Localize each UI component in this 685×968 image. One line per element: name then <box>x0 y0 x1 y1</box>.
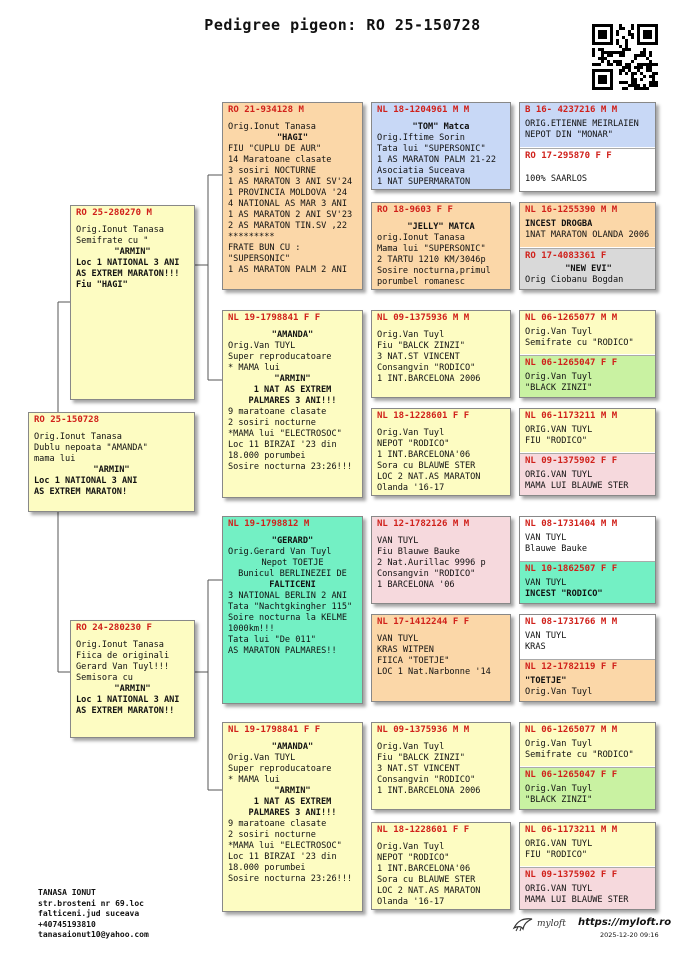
gen4-card[interactable] <box>520 767 656 810</box>
gen3-card[interactable] <box>371 822 511 910</box>
pigeon-line: Loc 11 BIRZAI '23 din <box>228 440 337 450</box>
gen4-pair <box>519 408 656 496</box>
gen4-card[interactable] <box>520 517 656 560</box>
pigeon-line: NEPOT DIN "MONAR" <box>525 130 613 140</box>
pigeon-line: 2 sosiri nocturne <box>228 830 316 840</box>
gen3-card[interactable] <box>371 722 511 810</box>
pigeon-line: Orig Ciobanu Bogdan <box>525 275 624 285</box>
gen4-card[interactable] <box>520 615 656 658</box>
pigeon-line: "BLACK ZINZI" <box>525 383 593 393</box>
pigeon-line: Super reproducatoare <box>228 764 332 774</box>
pigeon-line: Orig.Iftime Sorin <box>377 133 465 143</box>
dam-ring: RO 24-280230 F <box>76 623 152 633</box>
owner-city: falticeni.jud suceava <box>38 909 140 918</box>
subject-line: "ARMIN" <box>93 465 130 475</box>
ring-number: NL 09-1375902 F F <box>525 870 618 880</box>
pigeon-line: Semifrate cu "RODICO" <box>525 338 634 348</box>
granddam-paternal-card[interactable] <box>222 310 363 498</box>
ring-number: NL 09-1375936 M M <box>377 313 470 323</box>
pigeon-line: ORIG.VAN TUYL <box>525 425 593 435</box>
pigeon-line: MAMA LUI BLAUWE STER <box>525 895 629 905</box>
pigeon-line: Orig.Van Tuyl <box>377 330 445 340</box>
page-title: Pedigree pigeon: RO 25-150728 <box>204 16 481 34</box>
subject-card[interactable] <box>28 412 195 512</box>
pigeon-line: Fiu "BALCK ZINZI" <box>377 753 465 763</box>
gen4-card[interactable] <box>520 248 656 290</box>
pigeon-line: ********* <box>228 232 275 242</box>
gen4-pair <box>519 722 656 810</box>
pigeon-line: AS MARATON PALMARES!! <box>228 646 337 656</box>
pigeon-line: Orig.Ionut Tanasa <box>228 122 316 132</box>
ring-number: NL 10-1862507 F F <box>525 564 618 574</box>
pigeon-line: Orig.Van TUYL <box>228 341 296 351</box>
pigeon-line: FIU "RODICO" <box>525 436 588 446</box>
pigeon-line: * MAMA lui <box>228 775 280 785</box>
sire-line: Semifrate cu " <box>76 236 149 246</box>
owner-street: str.brosteni nr 69.loc <box>38 898 144 908</box>
gen4-pair <box>519 102 656 192</box>
pigeon-line: orig.Ionut Tanasa <box>377 233 465 243</box>
pigeon-line: 2 AS MARATON TIN.SV ,22 <box>228 221 347 231</box>
grandsire-maternal-card[interactable] <box>222 516 363 704</box>
pigeon-line: Sora cu BLAUWE STER <box>377 461 476 471</box>
pigeon-line: VAN TUYL <box>525 578 567 588</box>
ring-number: NL 18-1204961 M M <box>377 105 470 115</box>
pigeon-line: "BLACK ZINZI" <box>525 795 593 805</box>
ring-number: NL 09-1375902 F F <box>525 456 618 466</box>
pigeon-line: 1 AS MARATON PALM 21-22 <box>377 155 496 165</box>
gen3-card[interactable] <box>371 516 511 604</box>
ring-number: NL 06-1265047 F F <box>525 358 618 368</box>
owner-info <box>38 888 149 941</box>
gen3-card[interactable] <box>371 310 511 398</box>
pigeon-line: Fiu "BALCK ZINZI" <box>377 341 465 351</box>
owner-name: TANASA IONUT <box>38 888 96 897</box>
sire-line: AS EXTREM MARATON!!! <box>76 269 180 279</box>
pigeon-line: VAN TUYL <box>525 533 567 543</box>
gen4-card[interactable] <box>520 561 656 604</box>
pigeon-line: FIICA "TOETJE" <box>377 656 450 666</box>
pigeon-line: "GERARD" <box>271 536 314 546</box>
pigeon-line: 3 NAT.ST VINCENT <box>377 764 460 774</box>
pigeon-line: Bunicul BERLINEZEI DE <box>238 569 347 579</box>
gen4-pair <box>519 822 656 910</box>
owner-email: tanasaionut10@yahoo.com <box>38 930 149 939</box>
pigeon-line: 18.000 porumbei <box>228 863 306 873</box>
subject-line: Orig.Ionut Tanasa <box>34 432 122 442</box>
pigeon-line: Asociatia Suceava <box>377 166 465 176</box>
pigeon-line: 1 AS MARATON PALM 2 ANI <box>228 265 347 275</box>
pigeon-line: PALMARES 3 ANI!!! <box>248 396 337 406</box>
pigeon-line: Olanda '16-17 <box>377 483 445 493</box>
pigeon-line: 3 NAT.ST VINCENT <box>377 352 460 362</box>
ring-number: RO 21-934128 M <box>228 105 304 115</box>
ring-number: RO 17-4083361 F <box>525 251 607 261</box>
ring-number: NL 18-1228601 F F <box>377 411 470 421</box>
pigeon-line: 1 PROVINCIA MOLDOVA '24 <box>228 188 347 198</box>
pigeon-line: Blauwe Bauke <box>525 544 588 554</box>
pigeon-line: VAN TUYL <box>525 631 567 641</box>
pigeon-line: KRAS WITPEN <box>377 645 434 655</box>
pigeon-line: Super reproducatoare <box>228 352 332 362</box>
pigeon-line: Sosire nocturna 23:26!!! <box>228 874 353 884</box>
pigeon-line: Orig.Van TUYL <box>228 753 296 763</box>
pigeon-line: 9 maratoane clasate <box>228 407 327 417</box>
sire-card[interactable] <box>70 205 195 400</box>
gen4-card[interactable] <box>520 723 656 766</box>
gen4-card[interactable] <box>520 453 656 496</box>
pigeon-line: 9 maratoane clasate <box>228 819 327 829</box>
pigeon-line: 3 NATIONAL BERLIN 2 ANI <box>228 591 347 601</box>
gen4-card[interactable] <box>520 409 656 452</box>
pigeon-line: "JELLY" MATCA <box>407 222 475 232</box>
ring-number: NL 19-1798841 F F <box>228 313 321 323</box>
pigeon-line: 1 BARCELONA '06 <box>377 580 455 590</box>
pigeon-line: Orig.Van Tuyl <box>525 784 593 794</box>
pigeon-line: Orig.Van Tuyl <box>377 742 445 752</box>
gen3-card[interactable] <box>371 408 511 496</box>
pigeon-line: PALMARES 3 ANI!!! <box>248 808 337 818</box>
dam-line: Semisora cu <box>76 673 133 683</box>
sire-line: Fiu "HAGI" <box>76 280 128 290</box>
myloft-logo <box>512 916 566 932</box>
pigeon-line: Olanda '16-17 <box>377 897 445 907</box>
pigeon-line: "AMANDA" <box>271 330 314 340</box>
pigeon-line: 1 AS MARATON 2 ANI SV'23 <box>228 210 353 220</box>
pigeon-line: VAN TUYL <box>377 536 419 546</box>
dam-line: Loc 1 NATIONAL 3 ANI <box>76 695 180 705</box>
myloft-logo-text: myloft <box>537 919 566 929</box>
ring-number: NL 08-1731766 M M <box>525 617 618 627</box>
pigeon-line: Sosire nocturna 23:26!!! <box>228 462 353 472</box>
pigeon-line: 1 INT.BARCELONA 2006 <box>377 786 481 796</box>
pigeon-line: Orig.Van Tuyl <box>377 842 445 852</box>
pigeon-line: Loc 11 BIRZAI '23 din <box>228 852 337 862</box>
dam-card[interactable] <box>70 620 195 738</box>
dam-line: Fiica de originali <box>76 651 170 661</box>
pigeon-line: "TOETJE" <box>525 676 567 686</box>
subject-line: Loc 1 NATIONAL 3 ANI <box>34 476 138 486</box>
pigeon-line: 1 NAT AS EXTREM <box>253 385 332 395</box>
pigeon-line: VAN TUYL <box>377 634 419 644</box>
pigeon-line: "ARMIN" <box>274 374 311 384</box>
gen4-pair <box>519 516 656 604</box>
pigeon-line: 2 sosiri nocturne <box>228 418 316 428</box>
ring-number: NL 12-1782126 M M <box>377 519 470 529</box>
ring-number: NL 08-1731404 M M <box>525 519 618 529</box>
pigeon-line: Orig.Van Tuyl <box>525 372 593 382</box>
pigeon-line: FRATE BUN CU : <box>228 243 301 253</box>
pigeon-line: FIU "RODICO" <box>525 850 588 860</box>
pigeon-line: ORIG.VAN TUYL <box>525 839 593 849</box>
pigeon-line: ORIG.ETIENNE MEIRLAIEN <box>525 119 639 129</box>
pigeon-line: INCEST "RODICO" <box>525 589 603 599</box>
pigeon-line: 1 INT.BARCELONA'06 <box>377 450 471 460</box>
subject-ring: RO 25-150728 <box>34 415 100 425</box>
pigeon-line: Nepot TOETJE <box>261 558 324 568</box>
pigeon-line: *MAMA lui "ELECTROSOC" <box>228 429 342 439</box>
gen4-card[interactable] <box>520 103 656 147</box>
pigeon-line: Tata lui "SUPERSONIC" <box>377 144 486 154</box>
ring-number: RO 17-295870 F F <box>525 151 612 161</box>
pigeon-line: Tata "Nachtgkingher 115" <box>228 602 353 612</box>
pigeon-line: Orig.Van Tuyl <box>525 687 593 697</box>
gen4-card[interactable] <box>520 311 656 354</box>
ring-number: NL 17-1412244 F F <box>377 617 470 627</box>
pigeon-line: "ARMIN" <box>274 786 311 796</box>
ring-number: NL 06-1265077 M M <box>525 725 618 735</box>
ring-number: NL 12-1782119 F F <box>525 662 618 672</box>
pigeon-line: ORIG.VAN TUYL <box>525 884 593 894</box>
ring-number: B 16- 4237216 M M <box>525 105 618 115</box>
subject-line: AS EXTREM MARATON! <box>34 487 128 497</box>
pigeon-line: FALTICENI <box>269 580 316 590</box>
pigeon-line: 14 Maratoane clasate <box>228 155 332 165</box>
pigeon-line: Fiu Blauwe Bauke <box>377 547 460 557</box>
pigeon-line: 1 AS MARATON 3 ANI SV'24 <box>228 177 353 187</box>
pigeon-line: Orig.Van Tuyl <box>525 739 593 749</box>
pigeon-line: FIU "CUPLU DE AUR" <box>228 144 322 154</box>
gen4-card[interactable] <box>520 823 656 866</box>
pigeon-line: 1 NAT AS EXTREM <box>253 797 332 807</box>
ring-number: RO 18-9603 F F <box>377 205 453 215</box>
ring-number: NL 19-1798841 F F <box>228 725 321 735</box>
pigeon-line: LOC 1 Nat.Narbonne '14 <box>377 667 491 677</box>
pigeon-line: 1000km!!! <box>228 624 275 634</box>
pigeon-line: Orig.Van Tuyl <box>525 327 593 337</box>
ring-number: NL 09-1375936 M M <box>377 725 470 735</box>
pigeon-line: Mama lui "SUPERSONIC" <box>377 244 486 254</box>
gen4-pair <box>519 614 656 702</box>
pigeon-line: MAMA LUI BLAUWE STER <box>525 481 629 491</box>
ring-number: NL 06-1173211 M M <box>525 825 618 835</box>
pigeon-line: Consangvin "RODICO" <box>377 363 476 373</box>
gen4-card[interactable] <box>520 148 656 192</box>
pigeon-line: Orig.Gerard Van Tuyl <box>228 547 332 557</box>
pigeon-line: "HAGI" <box>276 133 309 143</box>
pigeon-line: porumbel romanesc <box>377 277 465 287</box>
pigeon-line: Semifrate cu "RODICO" <box>525 750 634 760</box>
gen4-pair <box>519 202 656 290</box>
ring-number: NL 06-1265047 F F <box>525 770 618 780</box>
ring-number: NL 19-1798812 M <box>228 519 310 529</box>
pigeon-line: 1NAT MARATON OLANDA 2006 <box>525 230 650 240</box>
sire-ring: RO 25-280270 M <box>76 208 152 218</box>
pigeon-line: Sosire nocturna,primul <box>377 266 491 276</box>
ring-number: NL 16-1255390 M M <box>525 205 618 215</box>
pigeon-logo-icon <box>512 916 534 932</box>
pigeon-line: "SUPERSONIC" <box>228 254 291 264</box>
pigeon-line: 1 NAT SUPERMARATON <box>377 177 471 187</box>
granddam-maternal-card[interactable] <box>222 722 363 912</box>
gen4-card[interactable] <box>520 203 656 247</box>
pigeon-line: 3 sosiri NOCTURNE <box>228 166 316 176</box>
ring-number: NL 06-1265077 M M <box>525 313 618 323</box>
grandsire-paternal-card[interactable] <box>222 102 363 290</box>
gen4-card[interactable] <box>520 659 656 702</box>
ring-number: NL 18-1228601 F F <box>377 825 470 835</box>
pigeon-line: 1 INT.BARCELONA 2006 <box>377 374 481 384</box>
pigeon-line: 2 TARTU 1210 KM/3046p <box>377 255 486 265</box>
sire-line: Loc 1 NATIONAL 3 ANI <box>76 258 180 268</box>
pigeon-line: 100% SAARLOS <box>525 174 588 184</box>
dam-line: Gerard Van Tuyl!!! <box>76 662 170 672</box>
dam-line: Orig.Ionut Tanasa <box>76 640 164 650</box>
pigeon-line: KRAS <box>525 642 546 652</box>
pigeon-line: 1 INT.BARCELONA'06 <box>377 864 471 874</box>
subject-line: Dublu nepoata "AMANDA" <box>34 443 148 453</box>
pigeon-line: LOC 2 NAT.AS MARATON <box>377 886 481 896</box>
pigeon-line: 4 NATIONAL AS MAR 3 ANI <box>228 199 347 209</box>
pigeon-line: Soire nocturna la KELME <box>228 613 347 623</box>
pigeon-line: INCEST DROGBA <box>525 219 593 229</box>
pigeon-line: Consangvin "RODICO" <box>377 775 476 785</box>
pigeon-line: Orig.Van Tuyl <box>377 428 445 438</box>
dam-line: AS EXTREM MARATON!! <box>76 706 175 716</box>
owner-phone: +40745193810 <box>38 919 96 929</box>
pigeon-line: *MAMA lui "ELECTROSOC" <box>228 841 342 851</box>
pigeon-line: Tata lui "De 011" <box>228 635 316 645</box>
gen4-card[interactable] <box>520 867 656 910</box>
subject-line: mama lui <box>34 454 76 464</box>
pigeon-line: 2 Nat.Aurillac 9996 p <box>377 558 486 568</box>
pigeon-line: * MAMA lui <box>228 363 280 373</box>
pigeon-line: NEPOT "RODICO" <box>377 439 450 449</box>
pigeon-line: Sora cu BLAUWE STER <box>377 875 476 885</box>
ring-number: NL 06-1173211 M M <box>525 411 618 421</box>
pigeon-line: LOC 2 NAT.AS MARATON <box>377 472 481 482</box>
gen3-card[interactable] <box>371 102 511 190</box>
pigeon-line: "TOM" Matca <box>412 122 470 132</box>
pigeon-line: ORIG.VAN TUYL <box>525 470 593 480</box>
gen4-card[interactable] <box>520 355 656 398</box>
gen4-pair <box>519 310 656 398</box>
pigeon-line: "AMANDA" <box>271 742 314 752</box>
pigeon-line: "NEW EVI" <box>565 264 612 274</box>
gen3-card[interactable] <box>371 202 511 290</box>
pigeon-line: NEPOT "RODICO" <box>377 853 450 863</box>
website-link[interactable]: https://myloft.ro <box>578 917 672 928</box>
dam-line: "ARMIN" <box>114 684 151 694</box>
pigeon-line: Consangvin "RODICO" <box>377 569 476 579</box>
sire-line: "ARMIN" <box>114 247 151 257</box>
gen3-card[interactable] <box>371 614 511 702</box>
sire-line: Orig.Ionut Tanasa <box>76 225 164 235</box>
pigeon-line: 18.000 porumbei <box>228 451 306 461</box>
print-date: 2025-12-20 09:16 <box>600 931 659 939</box>
